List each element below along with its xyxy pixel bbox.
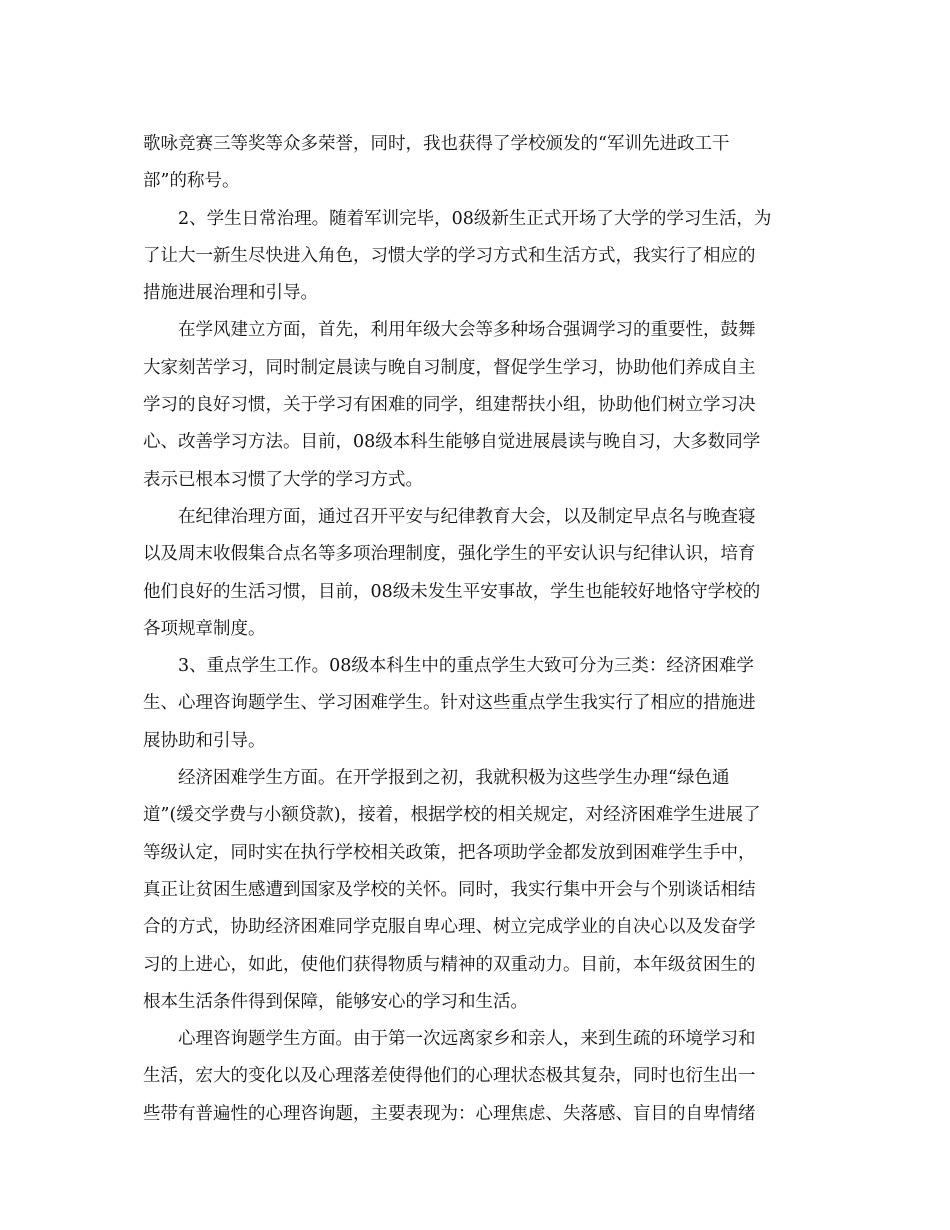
text-line: 措施进展治理和引导。 (143, 283, 318, 304)
text-line: 些带有普遍性的心理咨询题，主要表现为：心理焦虑、失落感、盲目的自卑情绪 (143, 1103, 756, 1124)
text-line: 部”的称号。 (143, 171, 240, 192)
text-line: 他们良好的生活习惯，目前，08级未发生平安事故，学生也能较好地恪守学校的 (143, 581, 761, 602)
text-line: 歌咏竞赛三等奖等众多荣誉，同时，我也获得了学校颁发的“军训先进政工干 (143, 134, 730, 154)
text-line: 道”(缓交学费与小额贷款)，接着，根据学校的相关规定，对经济困难学生进展了 (143, 805, 761, 826)
document-body (143, 126, 808, 1133)
text-line: 大家刻苦学习，同时制定晨读与晚自习制度，督促学生学习，协助他们养成自主 (143, 357, 756, 378)
paragraph-start-line: 3、重点学生工作。08级本科生中的重点学生大致可分为三类：经济困难学 (178, 656, 754, 677)
text-line: 心、改善学习方法。目前，08级本科生能够自觉进展晨读与晚自习，大多数同学 (143, 432, 761, 453)
text-line: 生活，宏大的变化以及心理落差使得他们的心理状态极其复杂，同时也衍生出一 (143, 1066, 756, 1087)
paragraph-start-line: 2、学生日常治理。随着军训完毕，08级新生正式开场了大学的学习生活，为 (178, 208, 772, 229)
paragraph-start-line: 在学风建立方面，首先，利用年级大会等多种场合强调学习的重要性，鼓舞 (178, 320, 756, 341)
text-line: 生、心理咨询题学生、学习困难学生。针对这些重点学生我实行了相应的措施进 (143, 693, 756, 714)
text-line: 各项规章制度。 (143, 618, 266, 639)
paragraph-start-line: 心理咨询题学生方面。由于第一次远离家乡和亲人，来到生疏的环境学习和 (178, 1029, 756, 1050)
text-line: 表示已根本习惯了大学的学习方式。 (143, 469, 423, 490)
text-line: 习的上进心，如此，使他们获得物质与精神的双重动力。目前，本年级贫困生的 (143, 954, 756, 975)
text-line: 真正让贫困生感遭到国家及学校的关怀。同时，我实行集中开会与个别谈话相结 (143, 879, 756, 900)
paragraph-start-line: 经济困难学生方面。在开学报到之初，我就积极为这些学生办理“绿色通 (178, 768, 730, 789)
text-line: 根本生活条件得到保障，能够安心的学习和生活。 (143, 991, 528, 1012)
text-line: 了让大一新生尽快进入角色，习惯大学的学习方式和生活方式，我实行了相应的 (143, 245, 756, 266)
paragraph-start-line: 在纪律治理方面，通过召开平安与纪律教育大会，以及制定早点名与晚查寝 (178, 506, 756, 527)
text-line: 展协助和引导。 (143, 730, 266, 751)
text-line: 学习的良好习惯，关于学习有困难的同学，组建帮扶小组，协助他们树立学习决 (143, 395, 756, 416)
text-line: 等级认定，同时实在执行学校相关政策，把各项助学金都发放到困难学生手中， (143, 842, 756, 863)
text-line: 合的方式，协助经济困难同学克服自卑心理、树立完成学业的自决心以及发奋学 (143, 917, 756, 938)
text-line: 以及周末收假集合点名等多项治理制度，强化学生的平安认识与纪律认识，培育 (143, 544, 756, 565)
